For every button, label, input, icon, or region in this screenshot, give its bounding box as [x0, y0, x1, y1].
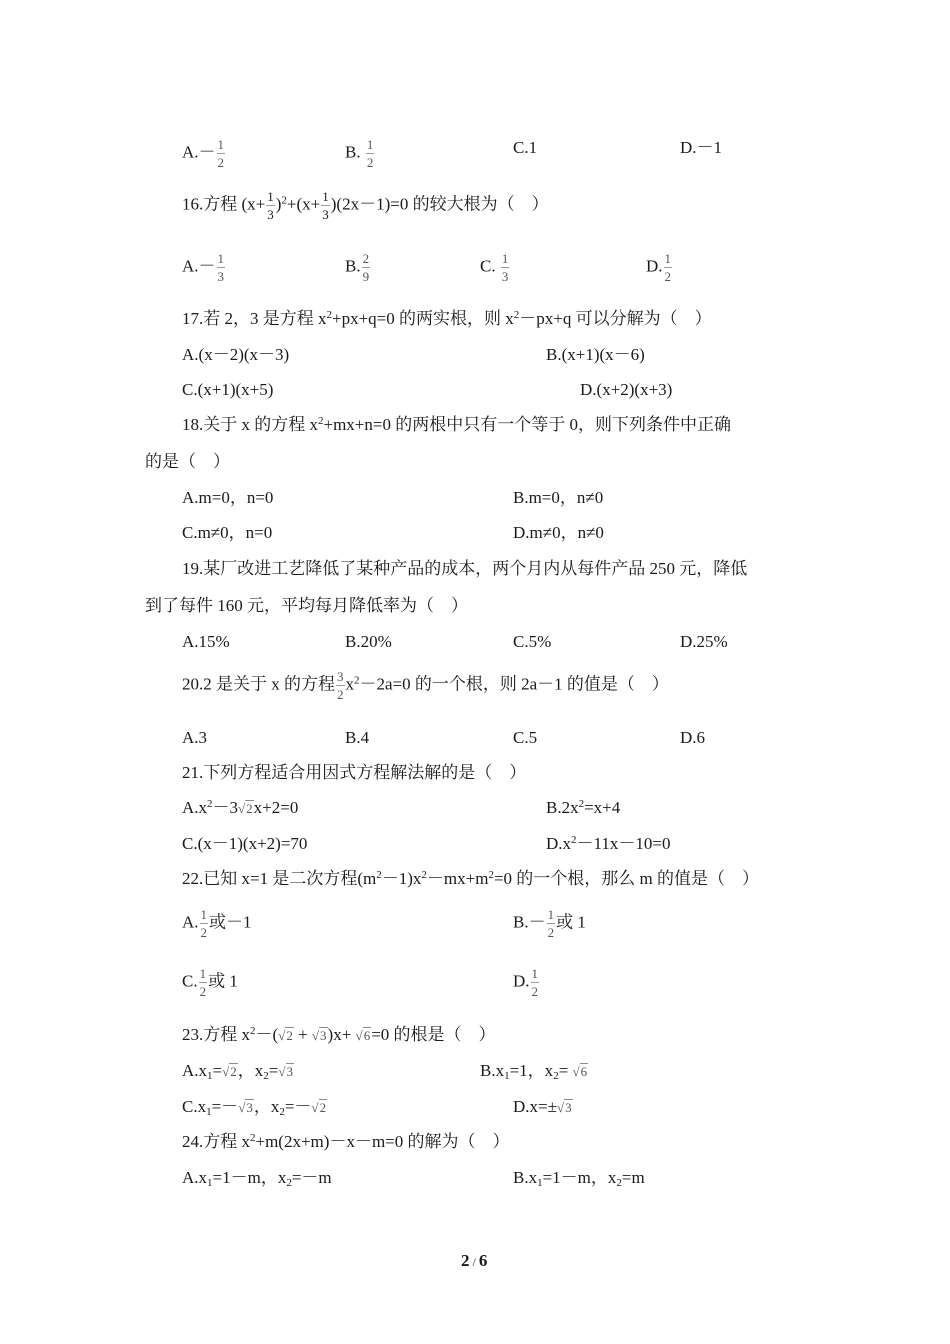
q15-option-d: D.－1 — [680, 138, 723, 157]
q20-option-c: C.5 — [513, 728, 538, 747]
q19-option-b: B.20% — [345, 632, 392, 651]
q22-option-b: B.－ $\frac{1}{2}$ 或 1 — [513, 907, 586, 940]
q18-stem-line2: 的是（ ） — [145, 452, 230, 471]
q22-option-d: D. $\frac{1}{2}$ — [513, 966, 539, 999]
q22-option-c: C. $\frac{1}{2}$ 或 1 — [182, 966, 238, 999]
q18-stem: 18.关于 x 的方程 $x^2+mx+n=0$ 的两根中只有一个等于 0，则下列条件中正确 — [182, 415, 731, 434]
q21-option-c: C.(x－1)(x+2)=70 — [182, 834, 308, 853]
q20-stem: 20.2 是关于 x 的方程 $\frac{3}{2}$ $x^2-2a=0$ 的一个根，则 2a－1 的值是（ ） — [182, 669, 669, 702]
q21-option-b: $B.2x^2=x+4$ — [546, 798, 621, 817]
q18-option-d: D.m≠0，n≠0 — [513, 523, 604, 542]
q24-option-b: $B.x_1=1-m$，$x_2=m$ — [513, 1168, 645, 1189]
q18-option-a: A.m=0，n=0 — [182, 488, 274, 507]
q21-option-a: $A.x^2-3√2x+2=0$ — [182, 798, 299, 817]
q18-option-b: B.m=0，n≠0 — [513, 488, 604, 507]
q20-option-d: D.6 — [680, 728, 706, 747]
q16-option-a: A.－ $\frac{1}{3}$ — [182, 251, 225, 284]
q20-option-b: B.4 — [345, 728, 370, 747]
q17-option-a: A.(x－2)(x－3) — [182, 345, 290, 364]
page-number: 2 / 6 — [461, 1251, 488, 1270]
q24-stem: 24.方程 $x^2+m(2x+m)-x-m=0$ 的解为（ ） — [182, 1132, 510, 1151]
q19-stem-line2: 到了每件 160 元，平均每月降低率为（ ） — [145, 596, 468, 615]
q16-option-d: D. $\frac{1}{2}$ — [646, 251, 672, 284]
q23-option-d: D.x=±√3 — [513, 1097, 572, 1116]
q15-option-b: B. $\frac{1}{2}$ — [345, 137, 374, 170]
q22-stem: 22.已知 x=1 是二次方程$(m^2-1)x^2-mx+m^2=0$ 的一个根，那么 m 的值是（ ） — [182, 869, 760, 888]
q15-option-c: C.1 — [513, 138, 538, 157]
q20-option-a: A.3 — [182, 728, 208, 747]
q17-stem: 17.若 2，3 是方程 $x^2+px+q=0$ 的两实根，则 $x^2-px+q$ 可以分解为（ ） — [182, 309, 712, 328]
q16-option-b: B. $\frac{2}{9}$ — [345, 251, 370, 284]
q17-option-c: C.(x+1)(x+5) — [182, 380, 274, 399]
q16-stem: 16.方程 (x+ $\frac{1}{3}$ )$^2$+(x+ $\frac{1}{3}$ )(2x－1)=0 的较大根为（ ） — [182, 189, 549, 222]
q19-option-d: D.25% — [680, 632, 728, 651]
q17-option-b: B.(x+1)(x－6) — [546, 345, 645, 364]
q21-stem: 21.下列方程适合用因式方程解法解的是（ ） — [182, 763, 527, 782]
q23-option-c: $C.x_1=-√3$，$x_2=-√2$ — [182, 1097, 327, 1118]
q23-stem: 23.方程 $x^2-(√2 + √3)x+ √6=0$ 的根是（ ） — [182, 1025, 496, 1044]
q23-option-a: $A.x_1=√2$，$x_2=√3$ — [182, 1061, 293, 1082]
q15-option-a: A.－ $\frac{1}{2}$ — [182, 137, 225, 170]
q19-option-c: C.5% — [513, 632, 552, 651]
q16-option-c: C. $\frac{1}{3}$ — [480, 251, 509, 284]
q22-option-a: A. $\frac{1}{2}$ 或－1 — [182, 907, 252, 940]
q23-option-b: $B.x_1=1$，$x_2= √6$ — [480, 1061, 588, 1082]
q19-option-a: A.15% — [182, 632, 230, 651]
q21-option-d: $D.x^2-11x-10=0$ — [546, 834, 671, 853]
q24-option-a: $A.x_1=1-m$，$x_2=-m$ — [182, 1168, 332, 1189]
q17-option-d: D.(x+2)(x+3) — [580, 380, 673, 399]
q18-option-c: C.m≠0，n=0 — [182, 523, 273, 542]
q19-stem: 19.某厂改进工艺降低了某种产品的成本，两个月内从每件产品 250 元，降低 — [182, 559, 748, 578]
